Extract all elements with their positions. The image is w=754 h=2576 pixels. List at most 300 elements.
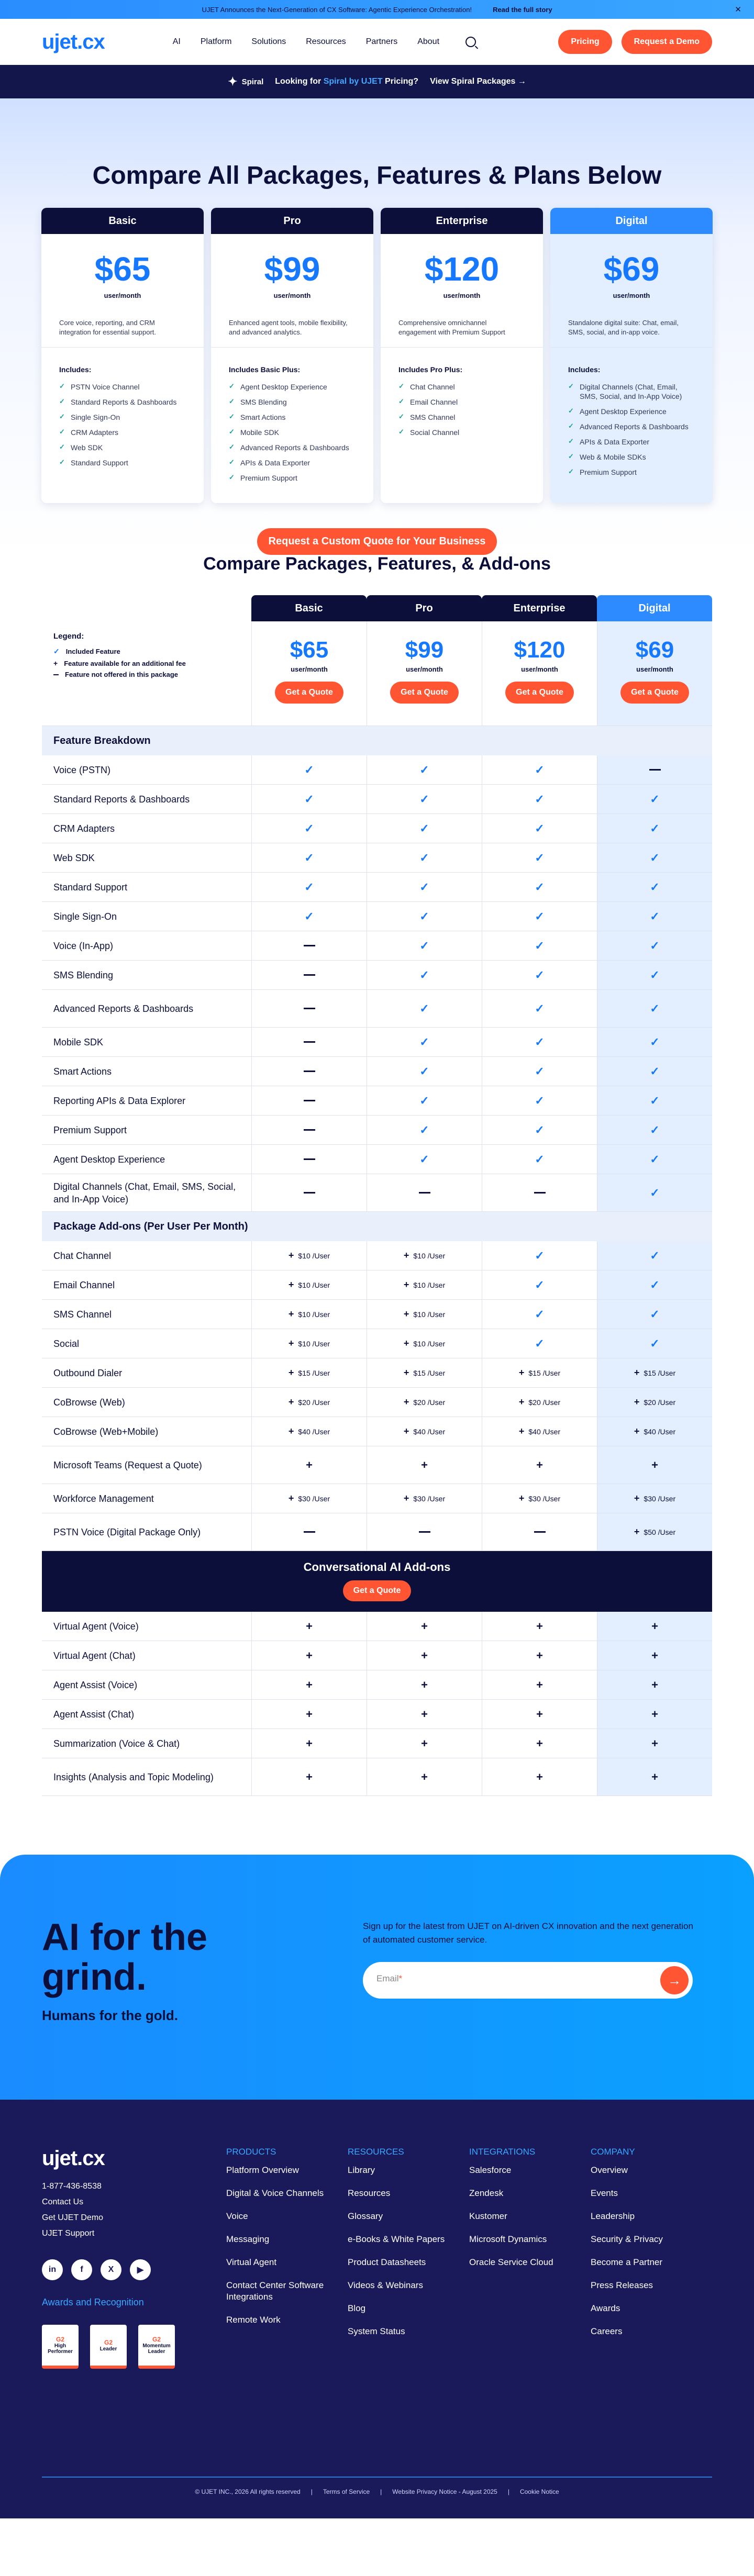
- footer-column-heading: RESOURCES: [348, 2147, 404, 2157]
- footer-link[interactable]: Remote Work: [226, 2315, 281, 2325]
- plus-icon: +: [306, 1458, 313, 1471]
- row-cell: [251, 785, 367, 813]
- table-row: [42, 1446, 712, 1484]
- row-cell: [251, 1116, 367, 1144]
- row-cell: [251, 961, 367, 989]
- conversational-ai-header: Conversational AI Add-ons Get a Quote: [42, 1551, 712, 1612]
- page-title: Compare All Packages, Features & Plans Below: [92, 162, 662, 189]
- row-cell: [482, 902, 597, 931]
- card-per: user/month: [273, 292, 311, 299]
- addon-price: $15 /User: [528, 1368, 561, 1377]
- footer-link[interactable]: Zendesk: [469, 2188, 504, 2198]
- spiral-logo: ✦ Spiral: [228, 75, 264, 88]
- addon-price: $50 /User: [644, 1527, 676, 1536]
- ai-quote-button[interactable]: Get a Quote: [343, 1580, 412, 1601]
- row-cell: [251, 814, 367, 843]
- row-cell: [367, 931, 482, 960]
- row-label: Mobile SDK: [53, 1036, 104, 1047]
- card-includes: Includes Basic Plus:: [229, 365, 301, 374]
- row-cell: [597, 1729, 712, 1758]
- table-row: [42, 961, 712, 990]
- plus-icon: +: [288, 1493, 294, 1503]
- row-cell: [597, 1641, 712, 1670]
- dash-icon: [304, 1070, 315, 1072]
- check-icon: ✓: [304, 851, 314, 864]
- get-quote-button[interactable]: Get a Quote: [505, 682, 574, 704]
- row-cell: [482, 1758, 597, 1796]
- row-cell: [597, 1670, 712, 1699]
- separator: |: [507, 2488, 509, 2495]
- row-cell: [367, 1641, 482, 1670]
- footer-link[interactable]: Become a Partner: [591, 2257, 663, 2267]
- plus-icon: +: [306, 1619, 313, 1633]
- pricing-cards: [0, 208, 754, 503]
- row-cell: [597, 1329, 712, 1358]
- footer-link[interactable]: Overview: [591, 2165, 628, 2175]
- table-row: [42, 1145, 712, 1174]
- check-icon: ✓: [419, 821, 429, 835]
- badge-label: Leader: [99, 2346, 117, 2352]
- footer-link[interactable]: Library: [348, 2165, 375, 2175]
- submit-arrow-icon[interactable]: →: [660, 1966, 689, 1994]
- spiral-link[interactable]: View Spiral Packages →: [430, 77, 526, 86]
- footer-bottom-link[interactable]: Terms of Service: [323, 2488, 370, 2495]
- footer-link[interactable]: Digital & Voice Channels: [226, 2188, 324, 2198]
- row-label: Insights (Analysis and Topic Modeling): [53, 1771, 214, 1782]
- compare-table: [42, 595, 712, 1796]
- plus-icon: +: [421, 1707, 428, 1721]
- row-cell: [251, 1270, 367, 1299]
- spiral-banner: [0, 65, 754, 98]
- row-cell: [482, 1116, 597, 1144]
- addon-price: $30 /User: [413, 1494, 446, 1503]
- row-label: Voice (PSTN): [53, 764, 111, 775]
- row-cell: [482, 1174, 597, 1211]
- footer-column-heading: PRODUCTS: [226, 2147, 276, 2157]
- row-cell: [251, 1417, 367, 1446]
- row-label: Reporting APIs & Data Explorer: [53, 1095, 186, 1106]
- card-features: [381, 374, 543, 441]
- dash-icon: [304, 1041, 315, 1043]
- card-feature-item: ✓ APIs & Data Exporter: [229, 456, 356, 471]
- table-row: [42, 1358, 712, 1388]
- plus-icon: +: [403, 1397, 409, 1407]
- addon-price: $30 /User: [644, 1494, 676, 1503]
- card-header: Pro: [211, 208, 373, 234]
- plus-icon: +: [634, 1493, 640, 1503]
- check-icon: ✓: [650, 968, 660, 982]
- plus-icon: +: [403, 1493, 409, 1503]
- row-label: Email Channel: [53, 1279, 115, 1290]
- plus-icon: +: [651, 1770, 658, 1783]
- addon-price: $10 /User: [413, 1251, 446, 1260]
- footer-link[interactable]: Virtual Agent: [226, 2257, 277, 2267]
- pricing-button[interactable]: Pricing: [558, 30, 612, 54]
- row-cell: [597, 873, 712, 901]
- check-icon: ✓: [535, 1152, 545, 1166]
- footer-link[interactable]: UJET Support: [42, 2229, 95, 2238]
- nav-item-resources[interactable]: Resources: [306, 37, 346, 46]
- footer-link[interactable]: Kustomer: [469, 2211, 507, 2221]
- row-cell: [482, 1086, 597, 1115]
- plus-icon: +: [403, 1367, 409, 1378]
- g2-icon: G2: [56, 2336, 64, 2343]
- plus-icon: +: [536, 1458, 543, 1471]
- check-icon: ✓: [535, 1094, 545, 1107]
- pricing-card-basic: [41, 208, 204, 503]
- newsletter-title: AI for the grind.: [42, 1916, 207, 1998]
- row-cell: [597, 843, 712, 872]
- row-label: Agent Assist (Chat): [53, 1709, 135, 1720]
- compare-title: Compare Packages, Features, & Add-ons: [203, 554, 551, 574]
- plan-header-digital: Digital: [597, 595, 712, 621]
- dash-icon: [304, 1158, 315, 1160]
- table-row: [42, 1729, 712, 1758]
- row-label: Virtual Agent (Chat): [53, 1650, 136, 1661]
- row-cell: [482, 961, 597, 989]
- card-feature-item: ✓ Email Channel: [398, 395, 525, 410]
- footer-link[interactable]: Blog: [348, 2303, 366, 2313]
- row-cell: [482, 755, 597, 784]
- check-icon: ✓: [535, 1248, 545, 1262]
- footer-link[interactable]: Events: [591, 2188, 618, 2198]
- row-cell: [367, 755, 482, 784]
- row-cell: [251, 1358, 367, 1387]
- row-cell: [367, 1612, 482, 1641]
- card-feature-item: ✓ SMS Channel: [398, 410, 525, 426]
- plan-per: user/month: [521, 665, 558, 673]
- footer-link[interactable]: Contact Us: [42, 2198, 84, 2206]
- plus-icon: +: [306, 1678, 313, 1691]
- row-cell: [251, 1329, 367, 1358]
- row-cell: [251, 1700, 367, 1729]
- card-includes: Includes:: [59, 365, 92, 374]
- plan-header-pro: Pro: [367, 595, 482, 621]
- check-icon: ✓: [650, 1248, 660, 1262]
- request-demo-button[interactable]: Request a Demo: [622, 30, 712, 54]
- card-description: Comprehensive omnichannel engagement with Premium Support: [381, 318, 543, 348]
- row-cell: [251, 1174, 367, 1211]
- plus-icon: +: [421, 1678, 428, 1691]
- plan-header-enterprise: Enterprise: [482, 595, 597, 621]
- get-quote-button[interactable]: Get a Quote: [390, 682, 459, 704]
- row-cell: [367, 843, 482, 872]
- row-cell: [367, 814, 482, 843]
- row-cell: [482, 1729, 597, 1758]
- row-cell: [482, 843, 597, 872]
- check-icon: ✓: [650, 792, 660, 806]
- row-cell: [251, 902, 367, 931]
- row-cell: [367, 1270, 482, 1299]
- logo[interactable]: ujet.cx: [42, 30, 105, 53]
- check-icon: ✓: [535, 880, 545, 894]
- row-cell: [367, 1028, 482, 1056]
- facebook-icon[interactable]: f: [71, 2259, 92, 2280]
- card-per: user/month: [443, 292, 481, 299]
- footer-column-integrations: [469, 2147, 579, 2280]
- check-icon: ✓: [419, 763, 429, 776]
- row-cell: [367, 1700, 482, 1729]
- row-cell: [482, 1641, 597, 1670]
- check-icon: ✓: [419, 1152, 429, 1166]
- row-cell: [367, 873, 482, 901]
- plus-icon: +: [288, 1250, 294, 1261]
- check-icon: ✓: [535, 968, 545, 982]
- check-icon: ✓: [419, 1123, 429, 1136]
- addon-price: $20 /User: [298, 1398, 330, 1407]
- row-label: CoBrowse (Web+Mobile): [53, 1426, 159, 1437]
- footer-phone[interactable]: 1-877-436-8538: [42, 2182, 102, 2191]
- search-icon[interactable]: [465, 37, 476, 47]
- card-feature-item: ✓ Standard Support: [59, 456, 186, 471]
- row-label: CoBrowse (Web): [53, 1397, 125, 1408]
- row-label: Standard Support: [53, 882, 128, 893]
- check-icon: ✓: [650, 1001, 660, 1015]
- card-feature-item: ✓ Advanced Reports & Dashboards: [229, 441, 356, 456]
- footer-link[interactable]: Careers: [591, 2326, 623, 2336]
- addons-header: Package Add-ons (Per User Per Month): [42, 1212, 712, 1241]
- footer-link[interactable]: Voice: [226, 2211, 248, 2221]
- nav-item-partners[interactable]: Partners: [365, 37, 398, 46]
- check-icon: ✓: [650, 1064, 660, 1078]
- dash-icon: [304, 974, 315, 976]
- card-feature-item: ✓ Digital Channels (Chat, Email, SMS, Social, and In-App Voice): [568, 380, 695, 405]
- footer-logo[interactable]: ujet.cx: [42, 2147, 105, 2170]
- row-cell: [251, 1612, 367, 1641]
- row-cell: [367, 902, 482, 931]
- card-header: Basic: [41, 208, 204, 234]
- row-cell: [251, 1057, 367, 1086]
- legend: Legend: ✓ Included Feature + Feature available for an additional fee Feature not offered in this package: [53, 632, 186, 678]
- plus-icon: +: [288, 1397, 294, 1407]
- nav-item-platform[interactable]: Platform: [200, 37, 232, 46]
- check-icon: ✓: [419, 1064, 429, 1078]
- row-cell: [597, 1758, 712, 1796]
- row-label: Microsoft Teams (Request a Quote): [53, 1459, 202, 1470]
- footer-link[interactable]: Leadership: [591, 2211, 635, 2221]
- addon-price: $40 /User: [413, 1427, 446, 1436]
- row-cell: [367, 1145, 482, 1174]
- row-cell: [251, 1729, 367, 1758]
- card-per: user/month: [104, 292, 141, 299]
- row-cell: [597, 814, 712, 843]
- plan-per: user/month: [406, 665, 443, 673]
- table-row: [42, 1057, 712, 1086]
- row-cell: [367, 1758, 482, 1796]
- check-icon: ✓: [419, 1094, 429, 1107]
- table-row: [42, 1612, 712, 1641]
- get-quote-button[interactable]: Get a Quote: [275, 682, 343, 704]
- check-icon: ✓: [535, 1001, 545, 1015]
- badge-label: High Performer: [48, 2343, 73, 2355]
- card-feature-item: ✓ Web & Mobile SDKs: [568, 450, 695, 465]
- check-icon: ✓: [535, 763, 545, 776]
- addon-price: $10 /User: [298, 1251, 330, 1260]
- row-label: Agent Desktop Experience: [53, 1154, 165, 1165]
- custom-quote-button[interactable]: Request a Custom Quote for Your Business: [257, 528, 497, 555]
- row-cell: [597, 1612, 712, 1641]
- addon-price: $40 /User: [298, 1427, 330, 1436]
- footer-link[interactable]: Awards: [591, 2303, 620, 2313]
- card-feature-item: ✓ Agent Desktop Experience: [229, 380, 356, 395]
- row-cell: [367, 1300, 482, 1329]
- row-cell: [597, 1446, 712, 1484]
- row-label: Digital Channels (Chat, Email, SMS, Social, and In-App Voice): [53, 1181, 236, 1205]
- youtube-icon[interactable]: ▶: [130, 2259, 151, 2280]
- row-cell: [367, 1446, 482, 1484]
- row-cell: [597, 1300, 712, 1329]
- row-cell: [482, 1145, 597, 1174]
- check-icon: ✓: [419, 792, 429, 806]
- row-label: Web SDK: [53, 852, 95, 863]
- plus-icon: +: [634, 1397, 640, 1407]
- card-feature-item: ✓ Standard Reports & Dashboards: [59, 395, 186, 410]
- row-cell: [482, 873, 597, 901]
- table-row: [42, 1300, 712, 1329]
- check-icon: ✓: [535, 1035, 545, 1049]
- footer-link[interactable]: Messaging: [226, 2234, 270, 2244]
- row-cell: [482, 1700, 597, 1729]
- x-icon[interactable]: X: [101, 2259, 121, 2280]
- footer-link[interactable]: Resources: [348, 2188, 391, 2198]
- footer-link[interactable]: Security & Privacy: [591, 2234, 663, 2244]
- nav-item-ai[interactable]: AI: [172, 37, 181, 46]
- plus-icon: +: [288, 1279, 294, 1290]
- row-cell: [251, 1086, 367, 1115]
- check-icon: ✓: [650, 1035, 660, 1049]
- addon-price: $10 /User: [413, 1310, 446, 1319]
- plan-price: $99: [405, 637, 444, 663]
- plan-price-cell: [597, 621, 712, 726]
- row-label: Virtual Agent (Voice): [53, 1621, 139, 1632]
- dash-icon: [304, 945, 315, 946]
- footer-bottom-link[interactable]: Website Privacy Notice - August 2025: [392, 2488, 497, 2495]
- table-row: [42, 902, 712, 931]
- table-row: [42, 1484, 712, 1513]
- card-feature-item: ✓ Social Channel: [398, 426, 525, 441]
- email-field[interactable]: Email* →: [363, 1962, 693, 1999]
- footer-link[interactable]: Glossary: [348, 2211, 383, 2221]
- footer-link[interactable]: e-Books & White Papers: [348, 2234, 445, 2244]
- award-badge: [90, 2325, 127, 2369]
- row-label: Social: [53, 1338, 80, 1349]
- footer-link[interactable]: Microsoft Dynamics: [469, 2234, 547, 2244]
- footer-bottom-link[interactable]: Cookie Notice: [519, 2488, 559, 2495]
- row-cell: [251, 990, 367, 1027]
- table-row: [42, 1086, 712, 1116]
- check-icon: ✓: [650, 1152, 660, 1166]
- row-cell: [597, 1270, 712, 1299]
- check-icon: ✓: [535, 792, 545, 806]
- table-row: [42, 814, 712, 843]
- dash-icon: [304, 1100, 315, 1101]
- close-icon[interactable]: ✕: [735, 5, 741, 14]
- check-icon: ✓: [304, 909, 314, 923]
- card-header: Enterprise: [381, 208, 543, 234]
- newsletter-section: [0, 1855, 754, 2100]
- row-cell: [251, 1446, 367, 1484]
- plus-icon: +: [421, 1458, 428, 1471]
- row-cell: [482, 1417, 597, 1446]
- pricing-card-enterprise: [381, 208, 543, 503]
- awards-link[interactable]: Awards and Recognition: [42, 2297, 144, 2307]
- announcement-link[interactable]: Read the full story: [493, 5, 552, 14]
- row-cell: [597, 1484, 712, 1513]
- plus-icon: +: [536, 1619, 543, 1633]
- footer-link[interactable]: Videos & Webinars: [348, 2280, 423, 2290]
- row-cell: [251, 1484, 367, 1513]
- check-icon: ✓: [419, 1035, 429, 1049]
- main-nav: [0, 19, 754, 65]
- plus-icon: +: [288, 1367, 294, 1378]
- row-cell: [597, 1417, 712, 1446]
- addon-price: $15 /User: [413, 1368, 446, 1377]
- footer-link[interactable]: Press Releases: [591, 2280, 653, 2290]
- nav-item-solutions[interactable]: Solutions: [251, 37, 286, 46]
- plan-price: $65: [290, 637, 329, 663]
- row-cell: [597, 1241, 712, 1270]
- table-row: [42, 990, 712, 1028]
- row-cell: [367, 1241, 482, 1270]
- footer-link[interactable]: Get UJET Demo: [42, 2213, 104, 2222]
- card-header: Digital: [550, 208, 713, 234]
- row-cell: [367, 961, 482, 989]
- footer-link[interactable]: Product Datasheets: [348, 2257, 426, 2267]
- dash-icon: [304, 1129, 315, 1131]
- plus-icon: +: [288, 1338, 294, 1348]
- row-label: Smart Actions: [53, 1066, 112, 1077]
- row-cell: [597, 990, 712, 1027]
- footer-link[interactable]: Contact Center Software Integrations: [226, 2280, 324, 2302]
- table-row: [42, 931, 712, 961]
- addon-price: $10 /User: [298, 1280, 330, 1289]
- newsletter-copy: Sign up for the latest from UJET on AI-driven CX innovation and the next generation of automated customer service.: [363, 1921, 693, 1945]
- row-cell: [482, 1300, 597, 1329]
- nav-menu: [173, 37, 439, 47]
- footer-link[interactable]: Salesforce: [469, 2165, 512, 2175]
- pricing-card-digital: [550, 208, 713, 503]
- row-cell: [482, 1670, 597, 1699]
- card-price: $99: [264, 250, 320, 288]
- plan-per: user/month: [291, 665, 328, 673]
- plus-icon: +: [421, 1770, 428, 1783]
- row-cell: [367, 1417, 482, 1446]
- dash-icon: [649, 769, 661, 771]
- card-feature-item: ✓ Advanced Reports & Dashboards: [568, 420, 695, 435]
- plus-icon: +: [518, 1367, 525, 1378]
- check-icon: ✓: [650, 1278, 660, 1291]
- card-includes: Includes:: [568, 365, 601, 374]
- plus-icon: +: [306, 1707, 313, 1721]
- footer-link[interactable]: System Status: [348, 2326, 405, 2336]
- row-cell: [367, 1086, 482, 1115]
- linkedin-icon[interactable]: in: [42, 2259, 63, 2280]
- footer-link[interactable]: Oracle Service Cloud: [469, 2257, 553, 2267]
- dash-icon: [304, 1192, 315, 1194]
- nav-item-about[interactable]: About: [417, 37, 440, 46]
- table-row: [42, 1174, 712, 1212]
- check-icon: ✓: [650, 1336, 660, 1350]
- card-feature-item: ✓ PSTN Voice Channel: [59, 380, 186, 395]
- row-cell: [367, 1513, 482, 1551]
- row-cell: [482, 1028, 597, 1056]
- get-quote-button[interactable]: Get a Quote: [620, 682, 689, 704]
- table-row: [42, 1116, 712, 1145]
- footer-link[interactable]: Platform Overview: [226, 2165, 299, 2175]
- row-label: Summarization (Voice & Chat): [53, 1738, 180, 1749]
- card-feature-item: ✓ Smart Actions: [229, 410, 356, 426]
- plus-icon: +: [651, 1678, 658, 1691]
